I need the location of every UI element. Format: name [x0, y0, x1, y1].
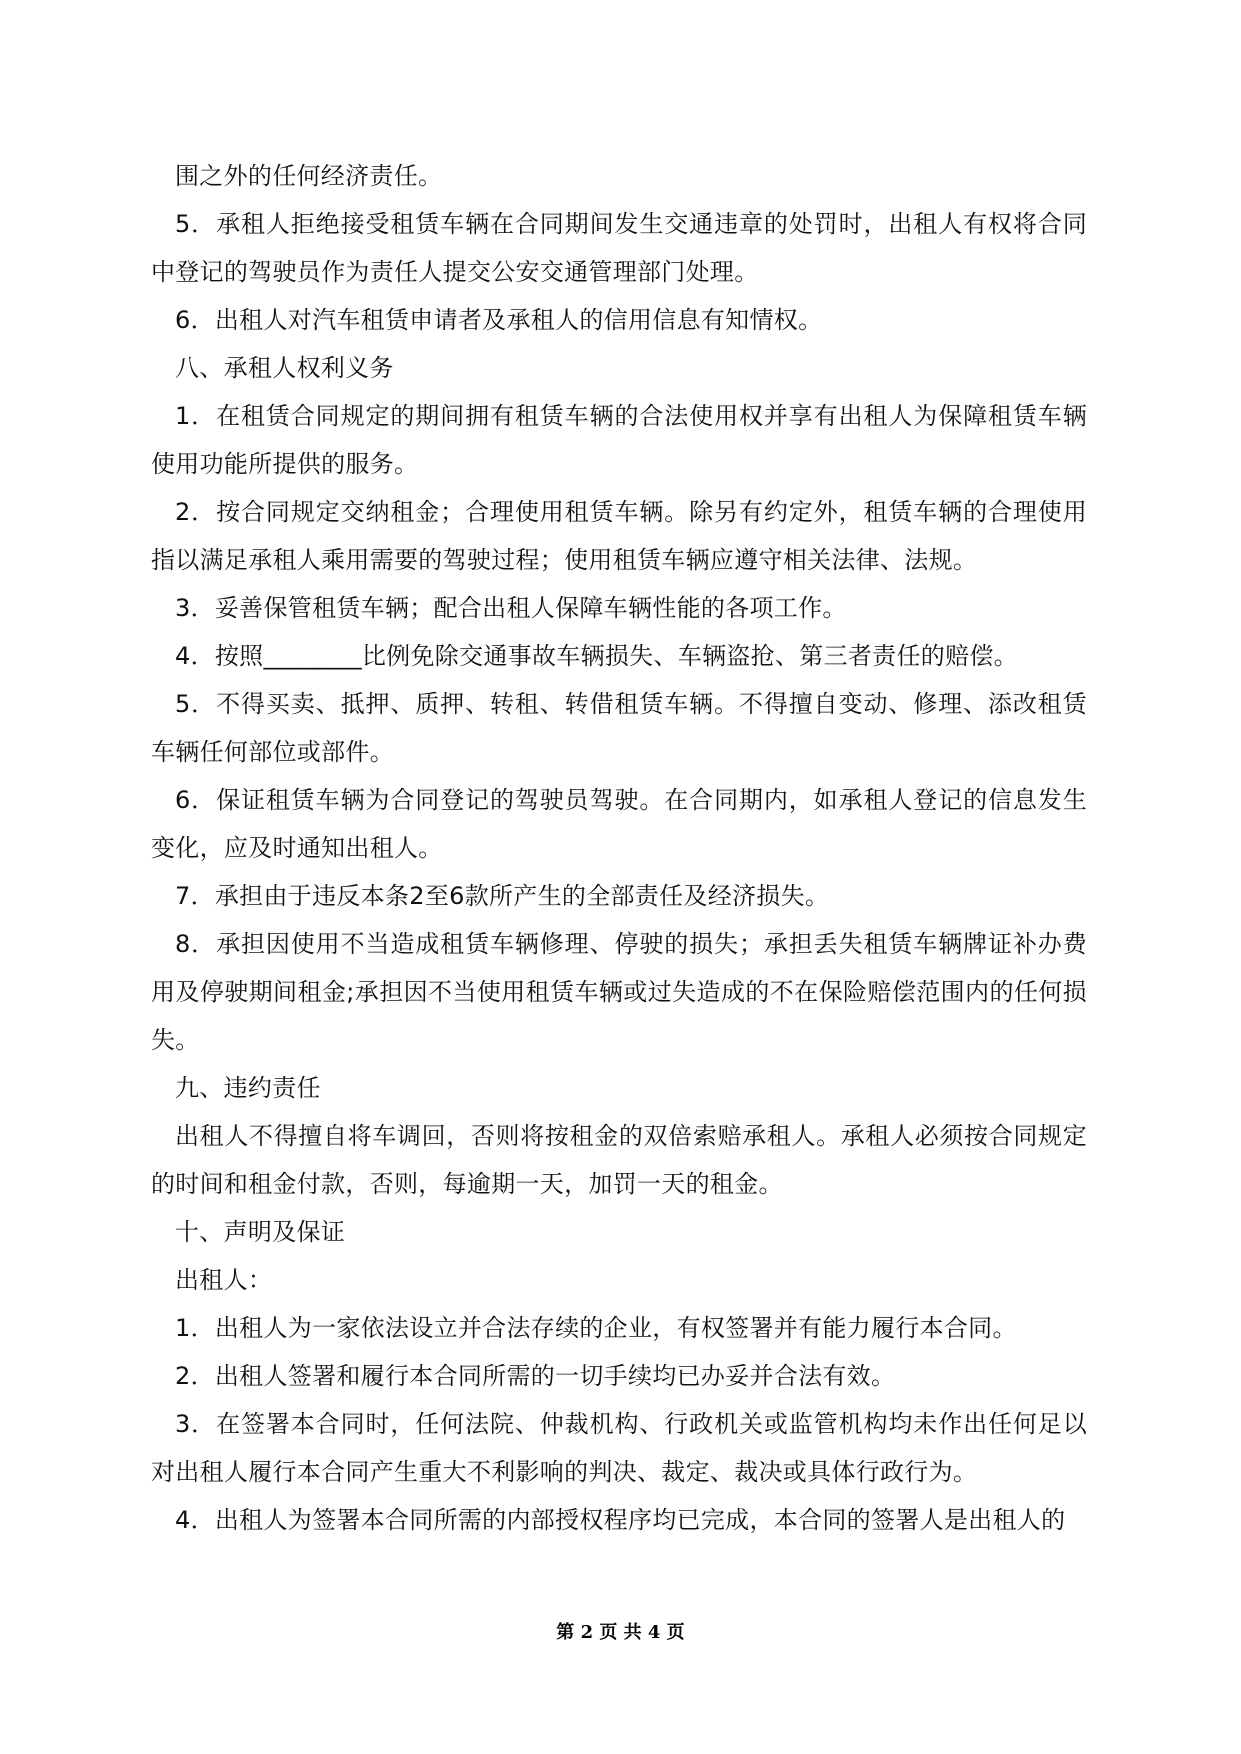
clause-7-5: 5．承租人拒绝接受租赁车辆在合同期间发生交通违章的处罚时，出租人有权将合同中登记的驾驶员作为责任人提交公安交通管理部门处理。: [151, 210, 1087, 286]
clause-7-6: 6．出租人对汽车租赁申请者及承租人的信用信息有知情权。: [175, 306, 823, 334]
body-text: [151, 152, 1087, 1544]
section-heading-8: 八、承租人权利义务: [175, 354, 394, 382]
section-heading-9: 九、违约责任: [175, 1074, 321, 1102]
clause-8-1: 1．在租赁合同规定的期间拥有租赁车辆的合法使用权并享有出租人为保障租赁车辆使用功能所提供的服务。: [151, 402, 1087, 478]
lessor-label: 出租人：: [175, 1266, 273, 1294]
clause-10-4: 4．出租人为签署本合同所需的内部授权程序均已完成，本合同的签署人是出租人的: [175, 1506, 1066, 1534]
clause-10-3: 3．在签署本合同时，任何法院、仲裁机构、行政机关或监管机构均未作出任何足以对出租人履行本合同产生重大不利影响的判决、裁定、裁决或具体行政行为。: [151, 1410, 1087, 1486]
section-heading-10: 十、声明及保证: [175, 1218, 346, 1246]
breach-paragraph: 出租人不得擅自将车调回，否则将按租金的双倍索赔承租人。承租人必须按合同规定的时间和租金付款，否则，每逾期一天，加罚一天的租金。: [151, 1122, 1087, 1198]
clause-10-2: 2．出租人签署和履行本合同所需的一切手续均已办妥并合法有效。: [175, 1362, 896, 1390]
clause-8-7: 7．承担由于违反本条2至6款所产生的全部责任及经济损失。: [175, 882, 830, 910]
page-number-footer: 第 2 页 共 4 页: [556, 1622, 685, 1643]
paragraph-continuation: 围之外的任何经济责任。: [175, 162, 443, 190]
clause-8-4: 4．按照________比例免除交通事故车辆损失、车辆盗抢、第三者责任的赔偿。: [175, 642, 1018, 670]
clause-8-3: 3．妥善保管租赁车辆；配合出租人保障车辆性能的各项工作。: [175, 594, 847, 622]
clause-8-2: 2．按合同规定交纳租金；合理使用租赁车辆。除另有约定外，租赁车辆的合理使用指以满足承租人乘用需要的驾驶过程；使用租赁车辆应遵守相关法律、法规。: [151, 498, 1087, 574]
clause-8-6: 6．保证租赁车辆为合同登记的驾驶员驾驶。在合同期内，如承租人登记的信息发生变化，应及时通知出租人。: [151, 786, 1087, 862]
clause-10-1: 1．出租人为一家依法设立并合法存续的企业，有权签署并有能力履行本合同。: [175, 1314, 1017, 1342]
clause-8-8: 8．承担因使用不当造成租赁车辆修理、停驶的损失；承担丢失租赁车辆牌证补办费用及停驶期间租金;承担因不当使用租赁车辆或过失造成的不在保险赔偿范围内的任何损失。: [151, 930, 1087, 1054]
clause-8-5: 5．不得买卖、抵押、质押、转租、转借租赁车辆。不得擅自变动、修理、添改租赁车辆任何部位或部件。: [151, 690, 1087, 766]
